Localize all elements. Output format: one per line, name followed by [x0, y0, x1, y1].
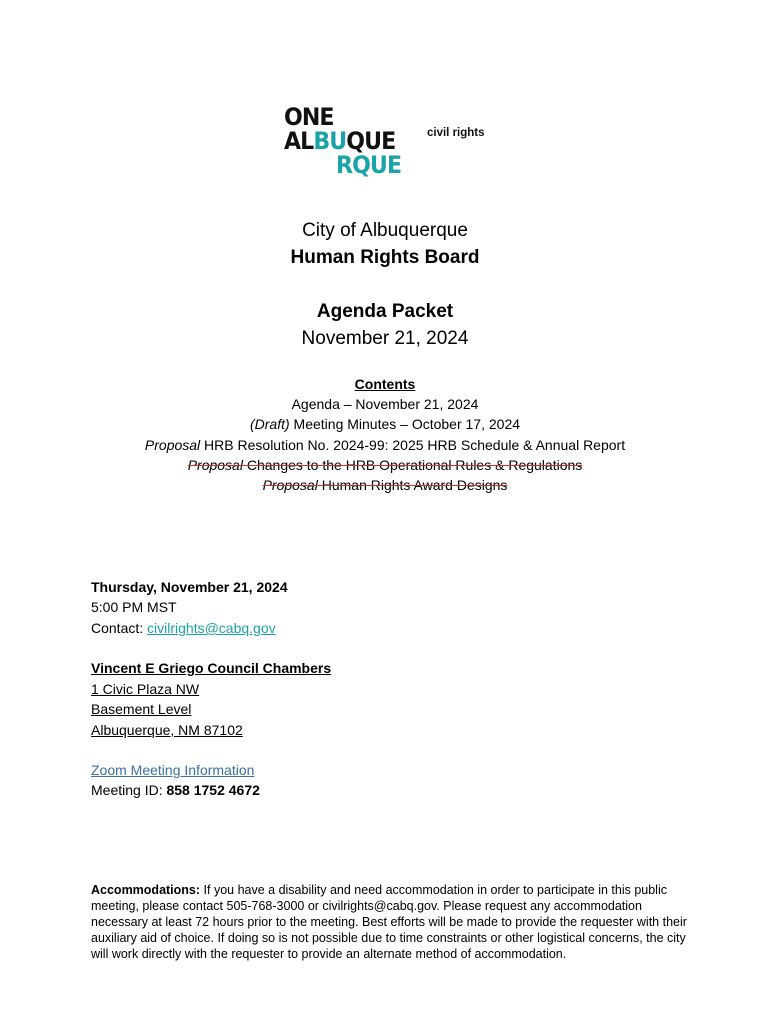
meeting-date: Thursday, November 21, 2024 — [91, 579, 288, 595]
contents-item-rules-struck — [0, 457, 770, 473]
contact-label: Contact: — [91, 620, 148, 636]
logo-line-3: RQUE — [336, 151, 402, 179]
contents-heading: Contents — [354, 376, 416, 392]
logo-line-2-part-c: QUE — [346, 127, 396, 155]
meeting-time: 5:00 PM MST — [91, 599, 177, 615]
meeting-id-label: Meeting ID: — [91, 782, 167, 798]
contents-item-rules-text: Changes to the HRB Operational Rules & Regulations — [242, 457, 583, 473]
one-albuquerque-logo — [284, 105, 494, 181]
contents-item-awards-text: Human Rights Award Designs — [317, 477, 508, 493]
contents-item-minutes — [0, 416, 770, 432]
contents-item-awards-prefix: Proposal — [262, 477, 318, 493]
city-title: City of Albuquerque — [302, 220, 468, 241]
contents-item-resolution-prefix: Proposal — [144, 437, 201, 453]
board-title: Human Rights Board — [290, 247, 480, 268]
logo-line-2-part-a: AL — [284, 127, 314, 155]
logo-line-1: ONE — [284, 103, 334, 131]
accommodations-label: Accommodations: — [91, 883, 201, 897]
contents-item-agenda: Agenda – November 21, 2024 — [291, 396, 479, 412]
logo-subtitle: civil rights — [427, 127, 485, 139]
accommodations-text: If you have a disability and need accommodation in order to participate in this public meeting, please contact 505-768-3000 or civilrights@cabq.gov. Please request any accommodation necessary at least 72 hours prior to the meeting. Best efforts will be made to provide the requester with their auxiliary aid of choice. If doing so is not possible due to time constraints or other logistical concerns, the city will work directly with the requester to provide an alternate method of accommodation. — [91, 883, 687, 961]
logo-line-2 — [284, 129, 395, 153]
venue-address-line-2: Basement Level — [91, 701, 192, 717]
contents-item-resolution — [0, 437, 770, 453]
contact-email-link[interactable]: civilrights@cabq.gov — [147, 620, 276, 636]
packet-date: November 21, 2024 — [301, 328, 469, 349]
contents-item-resolution-text: HRB Resolution No. 2024-99: 2025 HRB Schedule & Annual Report — [200, 437, 626, 453]
contents-item-rules-prefix: Proposal — [187, 457, 243, 473]
venue-address-line-3: Albuquerque, NM 87102 — [91, 722, 243, 738]
contents-item-minutes-text: Meeting Minutes – October 17, 2024 — [289, 416, 521, 432]
meeting-contact — [91, 620, 276, 636]
venue-name: Vincent E Griego Council Chambers — [91, 660, 332, 676]
meeting-id-value: 858 1752 4672 — [166, 782, 260, 798]
accommodations-paragraph — [91, 882, 691, 962]
contents-item-awards-struck — [0, 477, 770, 493]
venue-address-line-1: 1 Civic Plaza NW — [91, 681, 200, 697]
packet-title: Agenda Packet — [316, 301, 454, 322]
meeting-id — [91, 782, 260, 798]
contents-item-minutes-prefix: (Draft) — [249, 416, 290, 432]
zoom-meeting-link[interactable]: Zoom Meeting Information — [91, 762, 255, 778]
logo-line-2-part-b: BU — [313, 127, 347, 155]
